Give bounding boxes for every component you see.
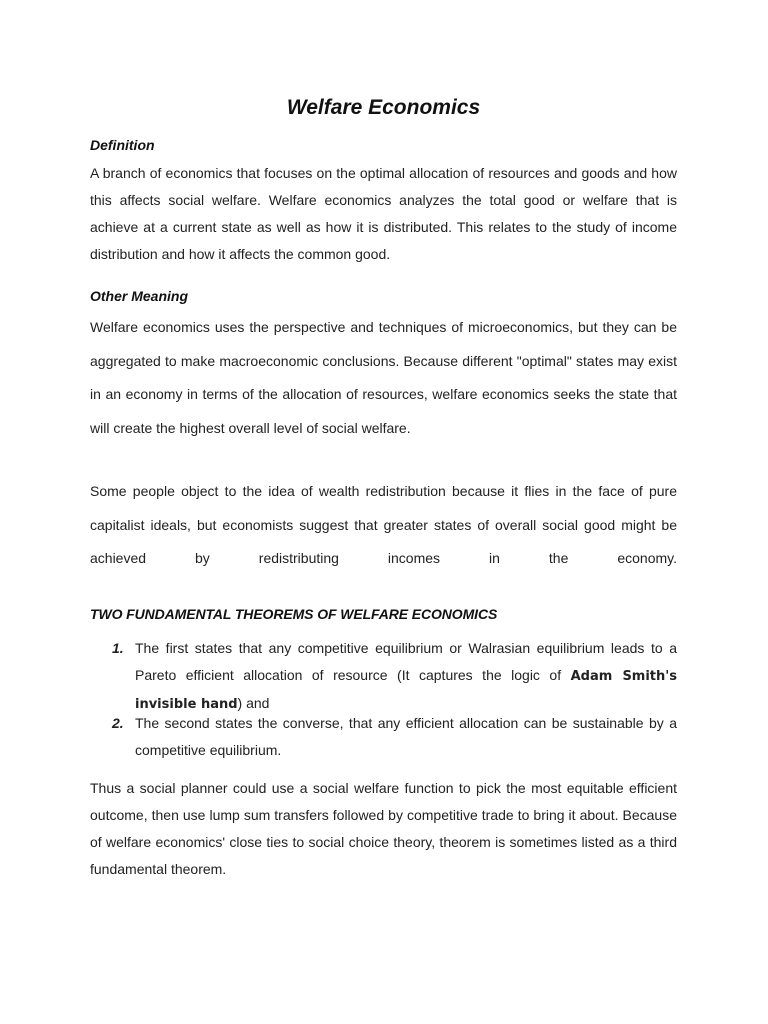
theorem-1-text: The first states that any competitive equilibrium or Walrasian equilibrium leads to a Pareto efficient allocation of resource (It captures the logic of bbox=[135, 639, 677, 683]
theorems-list bbox=[90, 635, 677, 764]
list-number: 2. bbox=[112, 714, 124, 731]
other-meaning-heading: Other Meaning bbox=[90, 288, 189, 304]
theorem-1-tail: ) and bbox=[237, 694, 270, 711]
list-item bbox=[90, 710, 677, 764]
list-number: 1. bbox=[112, 639, 124, 656]
spacer bbox=[90, 268, 677, 287]
theorem-1-bold: Adam Smith's invisible hand bbox=[135, 668, 677, 712]
closing-paragraph: Thus a social planner could use a social welfare function to pick the most equitable efficient outcome, then use lump sum transfers followed by competitive trade to bring it about. Because of welfare economics' close ties to social choice theory, theorem is sometimes listed as a third fundamental theorem. bbox=[90, 779, 677, 877]
document-content bbox=[90, 94, 677, 883]
definition-heading: Definition bbox=[90, 137, 155, 153]
theorems-heading: TWO FUNDAMENTAL THEOREMS OF WELFARE ECONOMICS bbox=[90, 605, 498, 622]
other-meaning-paragraph-2: Some people object to the idea of wealth redistribution because it flies in the face of pure capitalist ideals, but economists suggest that greater states of overall social good might be achieved by redistributing incomes in the economy. bbox=[90, 483, 677, 566]
spacer bbox=[90, 576, 677, 605]
spacer bbox=[90, 445, 677, 475]
other-meaning-paragraph-1: Welfare economics uses the perspective and techniques of microeconomics, but they can be aggregated to make macroeconomic conclusions. Because different "optimal" states may exist in an economy in terms of the allocation of resources, welfare economics seeks the state that will create the highest overall level of social welfare. bbox=[90, 319, 677, 436]
list-item bbox=[90, 635, 677, 718]
theorem-2-text: The second states the converse, that any efficient allocation can be sustainable by a competitive equilibrium. bbox=[135, 714, 677, 758]
definition-paragraph: A branch of economics that focuses on the optimal allocation of resources and goods and how this affects social welfare. Welfare economics analyzes the total good or welfare that is achieve at a current state as well as how it is distributed. This relates to the study of income distribution and how it affects the common good. bbox=[90, 165, 677, 262]
document-title: Welfare Economics bbox=[286, 96, 481, 119]
